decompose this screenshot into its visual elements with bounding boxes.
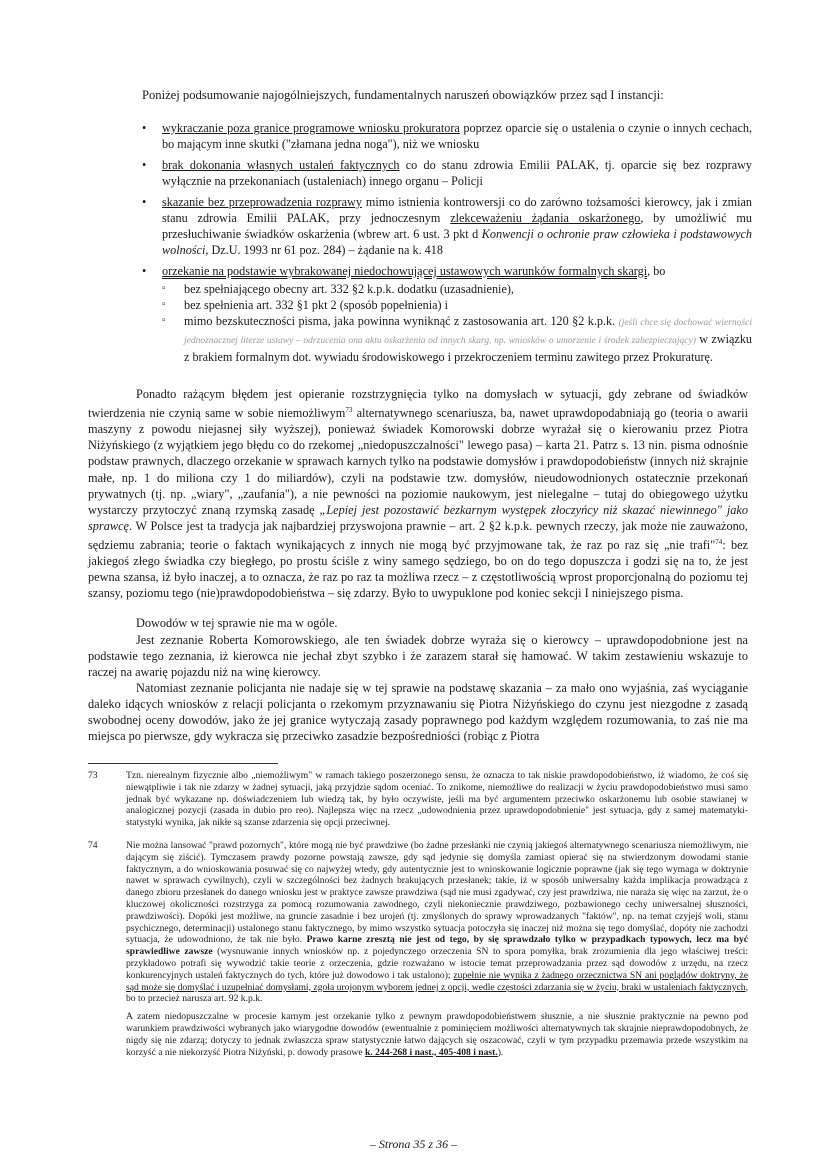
footnote-number: 73 [88, 770, 98, 781]
footnote-73 [88, 770, 748, 829]
bullet-text: , by umożliwić mu przesłuchiwanie świadków oskarżenia (wbrew art. 6 ust. 3 pkt d [162, 211, 752, 241]
main-body [88, 386, 748, 744]
convention-title: Konwencji o ochronie praw człowieka i podstawowych wolności [162, 227, 752, 257]
list-item [142, 263, 752, 365]
violations-list [142, 120, 752, 370]
footnote-ref: 74 [715, 537, 723, 546]
faint-note: (jeśli chce się dochować wierności jednoznacznej literze ustawy – odrzucenia ona aktu oskarżenia od innych skarg, np. wniosków o umorzenie i środek zabezpieczający) [184, 318, 752, 346]
footnote-text: Tzn. nierealnym fizycznie albo „niemożliwym" w ramach takiego poszerzonego sensu, że oznacza to tak niskie prawdopodobieństwo, iż wiadomo, że coś się niewątpliwie i tak nie zdarzy w żadnej sytuacji, jaką przyjdzie sądom oceniać. To znikome, niemożliwe do realizacji w życiu prawdopodobieństwo musi samo jednak być wykazane np. doświadczeniem lub wiedzą tak, by było oczywiste, jeśli ma być argumentem przeciwko oskarżonemu lub osobie stawianej w analogicznej pozycji (zasada in dubio pro reo). Najlepsza więc na rzecz „udowodnienia przez uprawdopodobnienie" jest sytuacja, gdy z samej matematyki-statystyki wynika, jak nikłe są szanse zdarzenia się opcji przeciwnej. [126, 770, 748, 829]
sub-list-item: ▫ bez spełnienia art. 332 §1 pkt 2 (sposób popełnienia) i [162, 297, 752, 313]
bullet-heading: wykraczanie poza granice programowe wniosku prokuratora [162, 121, 460, 135]
paragraph: Natomiast zeznanie policjanta nie nadaje się w tej sprawie na podstawę skazania – za mało ono wyjaśnia, zaś wyciąganie daleko idących wniosków z relacji policjanta o rzekomym przyznawaniu się Piotra Niżyńskiego do czynu jest niezgodne z zasadą swobodnej oceny dowodów, jako że jej granice wytyczają zasady poprawnego pod każdym względem rozumowania, to zaś nie ma miejsca po pierwsze, gdy wykracza się przeciwko zasadzie bezpośredniości (robiąc z Piotra [88, 680, 748, 744]
paragraph-text: Ponadto rażącym błędem jest opieranie rozstrzygnięcia tylko na domysłach w sytuacji, gdy zebrane od świadków twierdzenia nie czynią same w sobie niemożliwym [88, 387, 748, 421]
paragraph-text: alternatywnego scenariusza, ba, nawet uprawdopodabniają go (teoria o awarii maszyny z powodu niejasnej siły wyższej), ponieważ świadek Komorowski dobrze wyrażał się o kierowaniu przez Piotra Niżyńskiego (z wyjątkiem jego błędu co do rzekomej „niedopuszczalności" lewego pasa) – karta 21. Patrz s. 13 nin. pisma odnośnie podstaw prawnych, dlaczego orzekanie w sprawach karnych tylko na podstawie domysłów i prawdopodobieństw (innych niż skrajnie małe, np. 1 do miliona czy 1 do miliardów), czyli na podstawie tzw. domysłów, nieudowodnionych ostatecznie przekonań prywatnych (tj. np. „wiary", „zaufania"), a nie pewności na poziomie naukowym, jest nielegalne – tutaj do obiegowego użytku wystarczy przytoczyć znaną rzymską zasadę [88, 406, 748, 517]
paragraph: Jest zeznanie Roberta Komorowskiego, ale ten świadek dobrze wyraża się o kierowcy – uprawdopodobnione jest na podstawie tego zeznania, iż kierowca nie jechał zbyt szybko i że zarazem starał się hamować. W takim zestawieniu wskazuje to raczej na awarię pojazdu niż na winę kierowcy. [88, 632, 748, 679]
sub-list-item [162, 313, 752, 365]
footnote-segment: Nie można lansować "prawd pozornych", które mogą nie być prawdziwe (bo żadne przesłanki nie czynią jakiegoś alternatywnego scenariusza niemożliwym, nie dającym się ziścić). Tymczasem prawdy pozorne powstają zawsze, gdy sąd jedynie się domyśla zamiast opierać się na stwierdzonym dowodami stanie faktycznym, a do wnioskowania posuwać się co najwyżej wtedy, gdy autentycznie jest to wnioskowanie logicznie poprawne (jak się tego wymaga w doktrynie nawet w sprawach cywilnych), czyli w szczególności bez żadnych brakujących przesłanek; takie, iż w sposób uniwersalny każda implikacja prowadząca z danego zbioru przesłanek do danego wniosku jest w praktyce zawsze prawdziwa (sąd nie musi zgadywać, czy jest prawdziwa, nie naraża się więc na zarzut, że o kluczowej okoliczności rozstrzyga za pomocą rozumowania zawodnego, czyli niekoniecznie prawdziwego, pozbawionego cechy uniwersalnej słuszności, prawdziwości). Dopóki jest możliwe, na gruncie zasadnie i bez urojeń (tj. zmyślonych do sprawy wprowadzanych "faktów", np. na temat czyjejś woli, stanu psychicznego, determinacji) ustalonego stanu faktycznego, by mimo wszystko sytuacja potoczyła się inaczej niż można się tego domyślać, dopóty nie zachodzi sytuacja, że udowodniono, że tak nie było. [126, 840, 748, 946]
list-item [142, 194, 752, 258]
footnote-paragraph [126, 840, 748, 1005]
paragraph-text: . W Polsce jest ta tradycja jak najbardziej przyswojona prawnie – art. 2 §2 k.p.k. pewnych rzeczy, jak może nie zauważono, sędziemu zabrania; teorie o faktach wynikających z innych nie mogą być przyjmowane tak, że raz po raz się „nie trafi" [88, 518, 748, 553]
latin-maxim: „Lepiej jest pozostawić bezkarnym występek złoczyńcy niż skazać niewinnego" jako sprawcę [88, 502, 748, 533]
bullet-text: , bo [647, 264, 666, 278]
footnote-underlined: zupełnie nie wynika z żadnego orzecznictwa SN ani poglądów doktryny, że sąd może się domyślać i uzupełniać domysłami, zgoła urojonym wyborem jednej z opcji, wedle częstości zdarzania się w życiu, braki w ustaleniach faktycznych [126, 969, 749, 993]
bullet-highlight: zlekceważeniu żądania oskarżonego [450, 211, 641, 225]
footnote-paragraph [126, 1011, 748, 1058]
bullet-heading: orzekanie na podstawie wybrakowanej niedochowującej ustawowych warunków formalnych skargi [162, 264, 648, 278]
paragraph-text: : bez jakiegoś złego świadka czy biegłego, po prostu ściśle z winy samego sędziego, bo on do tego dopuszcza i godzi się na to, że jest pewna szansa, iż było inaczej, a to oznacza, że raz po raz ta możliwa rzecz – z częstotliwością wprost proporcjonalną do poziomu tej szansy, poziomu tego (nie)prawdopodobieństwa – się zdarzy. Było to uwypuklone pod koniec sekcji I niniejszego pisma. [88, 538, 749, 601]
footnote-text [126, 840, 748, 1058]
footnote-ref: 73 [345, 406, 353, 415]
bullet-text: , Dz.U. 1993 nr 61 poz. 284) – żądanie na k. 418 [205, 243, 443, 257]
bullet-heading: brak dokonania własnych ustaleń faktycznych [162, 158, 400, 172]
footnote-segment: A zatem niedopuszczalne w procesie karnym jest orzekanie tylko z pewnym prawdopodobieństwem słusznie, a nie słusznie praktycznie na pewno pod warunkiem prawdziwości wybranych jako wiarygodne dowodów (ewentualnie z pominięciem możliwości alternatywnych tak skrajnie nieprawdopodobnych, że nigdy się nie zdarzą; dotyczy to jednak zwłaszcza spraw statystycznie łatwo dających się oszacować, czyli w tym przypadku przemawia przede wszystkim na korzyść a nie niekorzyść Piotra Niżyński, p. dowody prasowe [126, 1011, 748, 1058]
footnote-number: 74 [88, 840, 98, 851]
footnote-segment: (wysnuwanie innych wniosków np. z pojedynczego orzeczenia SN to spora pomyłka, brak zrozumienia dla jego właściwej treści: przykładowo potrafi się wywodzić takie teorie z orzeczenia, gdzie rozważano w istocie temat przeprowadzania przez sąd dowodów z urzędu, na rzecz konkurencyjnych ustaleń faktycznych do tych, które już dowodowo i tak ustalono); [126, 946, 748, 981]
evidence-reference: k. 244-268 i nast., 405-408 i nast. [365, 1046, 498, 1058]
footnote-emphasis: Prawo karne zresztą nie jest od tego, by się sprawdzało tylko w przypadkach typowych, lecz ma być sprawiedliwe zawsze [126, 934, 748, 958]
sub-item-text: w związku z brakiem formalnym dot. wywiadu środowiskowego i przekroczeniem terminu zawitego przez Prokuraturę. [184, 332, 753, 364]
footnote-74 [88, 840, 748, 1058]
bullet-text: mimo istnienia kontrowersji co do zarówno tożsamości kierowcy, jak i zmian stanu zdrowia Emilii PALAK, przy jednoczesnym [162, 195, 752, 225]
footnote-segment: , bo to przecież narusza art. 92 k.p.k. [126, 981, 748, 1005]
list-item [142, 120, 752, 152]
paragraph: Dowodów w tej sprawie nie ma w ogóle. [136, 616, 338, 631]
paragraph [88, 386, 748, 601]
sub-item-text: mimo bezskuteczności pisma, jaka powinna wyniknąć z zastosowania art. 120 §2 k.p.k. [184, 314, 619, 328]
sub-list [162, 281, 752, 365]
footnote-divider [88, 763, 278, 764]
intro-text: Poniżej podsumowanie najogólniejszych, fundamentalnych naruszeń obowiązków przez sąd I instancji: [142, 88, 664, 102]
list-item [142, 157, 752, 189]
footnote-segment: ). [497, 1046, 504, 1058]
page-number: – Strona 35 z 36 – [369, 1137, 458, 1151]
bullet-text: poprzez oparcie się o ustalenia o czynie o innych cechach, bo mającym inne skutki ("złamana jedna noga"), niż we wniosku [162, 121, 752, 151]
bullet-heading: skazanie bez przeprowadzenia rozprawy [162, 195, 362, 209]
bullet-text: co do stanu zdrowia Emilii PALAK, tj. oparcie się bez rozprawy wyłącznie na przekonaniach (ustaleniach) innego organu – Policji [162, 158, 752, 188]
sub-list-item: ▫ bez spełniającego obecny art. 332 §2 k.p.k. dodatku (uzasadnienie), [162, 281, 752, 297]
